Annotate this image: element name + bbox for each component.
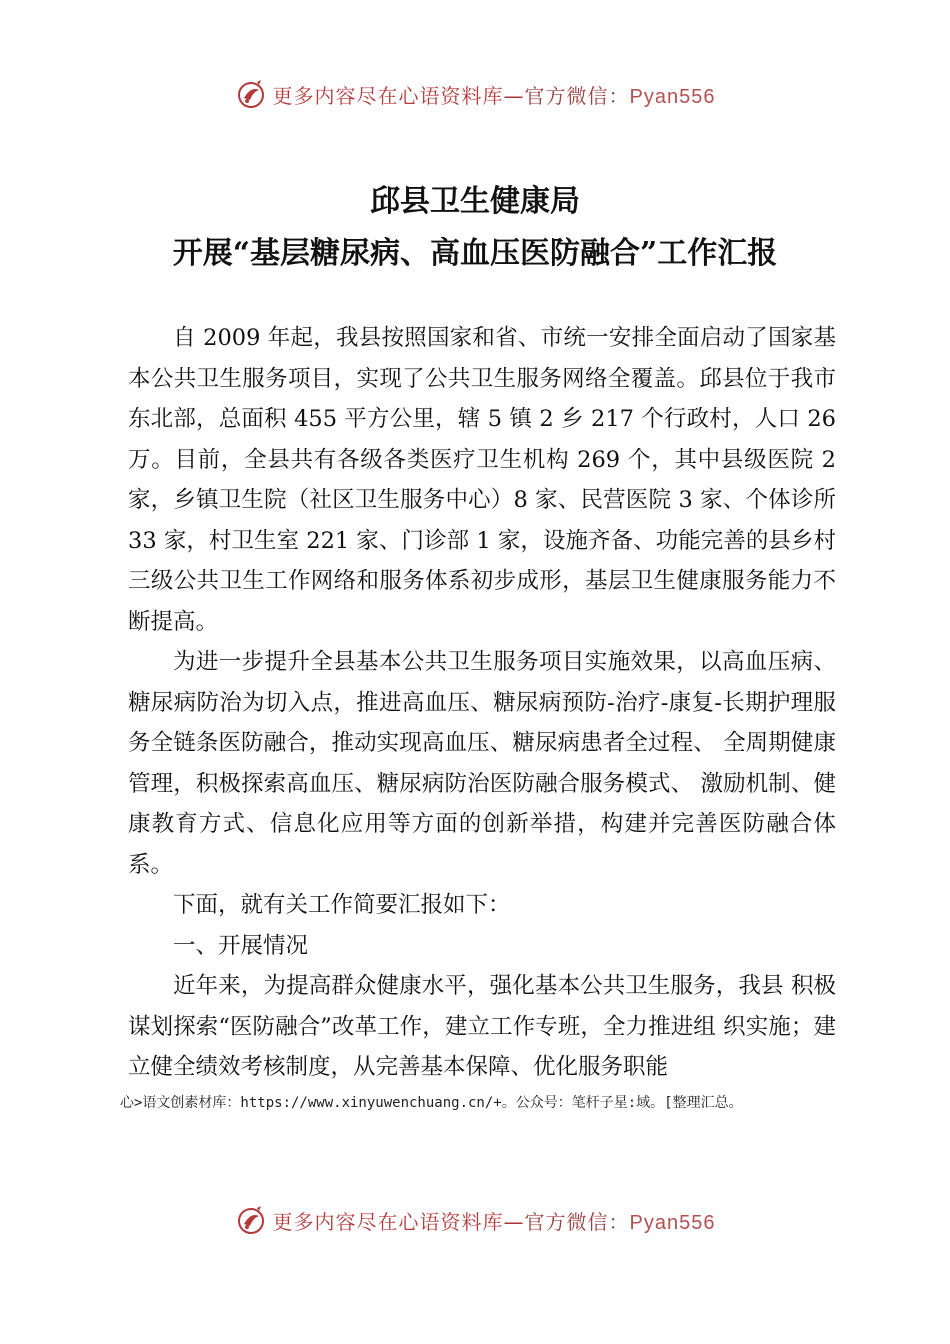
watermark-separator: — <box>503 83 525 108</box>
watermark-wechat-label: 官方微信： <box>524 83 630 108</box>
paragraph-goal: 为进一步提升全县基本公共卫生服务项目实施效果，以高血压病、糖尿病防治为切入点，推进高血压、糖尿病预防-治疗-康复-长期护理服务全链条医防融合，推动实现高血压、糖尿病患者全过程、 全周期健康管理，积极探索高血压、糖尿病防治医防融合服务模式、 激励机制、健康教育方式、信息化应用等方面的创新举措，构建并完善医防融合体系。 <box>128 649 836 878</box>
watermark-slogan: 更多内容尽在心语资料库 <box>272 83 504 108</box>
watermark-wechat-label: 官方微信： <box>524 1209 630 1234</box>
wisdom-seal-logo-icon <box>235 78 267 110</box>
document-title-line1: 邱县卫生健康局 <box>370 184 580 219</box>
watermark-slogan: 更多内容尽在心语资料库 <box>272 1209 504 1234</box>
watermark-wechat-id: Pyan556 <box>629 85 716 108</box>
watermark-separator: — <box>503 1209 525 1234</box>
source-footnote: 心>语文创素材库：https://www.xinyuwenchuang.cn/+。公众号：笔杆子星:域。[整理汇总。 <box>120 1095 743 1111</box>
header-watermark <box>0 74 950 114</box>
watermark-text <box>273 80 716 109</box>
section-heading: 一、开展情况 <box>173 932 309 959</box>
paragraph-lead-in: 下面，就有关工作简要汇报如下： <box>173 892 511 918</box>
wisdom-seal-logo-icon <box>235 1204 267 1236</box>
document-body <box>128 318 836 1088</box>
paragraph-intro: 自 2009 年起，我县按照国家和省、市统一安排全面启动了国家基本公共卫生服务项目，实现了公共卫生服务网络全覆盖。邱县位于我市东北部，总面积 455 平方公里，辖 5 镇 2 乡 217 个行政村，人口 26 万。目前，全县共有各级各类医疗卫生机构 269 个，其中县级医院 2 家，乡镇卫生院（社区卫生服务中心）8 家、民营医院 3 家、个体诊所 33 家，村卫生室 221 家、门诊部 1 家，设施齐备、功能完善的县乡村三级公共卫生工作网络和服务体系初步成形，基层卫生健康服务能力不断提高。 <box>128 325 836 635</box>
footer-watermark <box>0 1200 950 1240</box>
document-title-line2: 开展“基层糖尿病、高血压医防融合”工作汇报 <box>172 236 778 271</box>
paragraph-recent: 近年来，为提高群众健康水平，强化基本公共卫生服务，我县 积极谋划探索“医防融合”改革工作，建立工作专班，全力推进组 织实施；建立健全绩效考核制度，从完善基本保障、优化服务职能 <box>128 973 836 1080</box>
watermark-wechat-id: Pyan556 <box>629 1211 716 1234</box>
watermark-text <box>273 1206 716 1235</box>
